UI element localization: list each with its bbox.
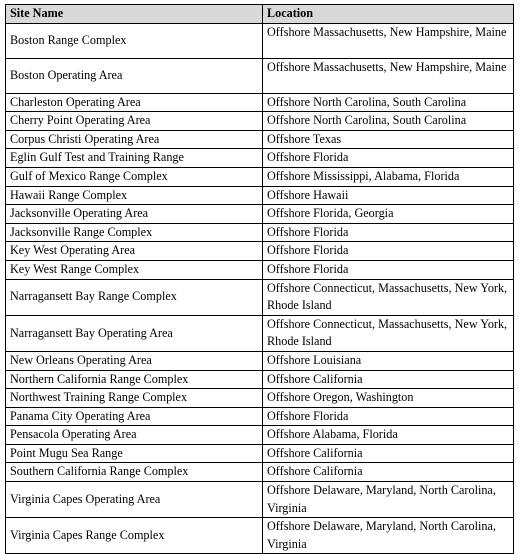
location-cell: Offshore Texas bbox=[263, 130, 514, 149]
table-row bbox=[6, 351, 514, 370]
table-row bbox=[6, 23, 514, 58]
table-row bbox=[6, 315, 514, 351]
table-row bbox=[6, 167, 514, 186]
site-name-cell: Key West Range Complex bbox=[6, 260, 263, 279]
site-name-cell: Cherry Point Operating Area bbox=[6, 112, 263, 131]
table-row bbox=[6, 463, 514, 482]
table-row bbox=[6, 112, 514, 131]
location-cell: Offshore Connecticut, Massachusetts, New York, Rhode Island bbox=[263, 315, 514, 351]
site-name-cell: New Orleans Operating Area bbox=[6, 351, 263, 370]
table-row bbox=[6, 149, 514, 168]
table-row bbox=[6, 130, 514, 149]
table-row bbox=[6, 407, 514, 426]
site-name-cell: Jacksonville Operating Area bbox=[6, 205, 263, 224]
site-name-cell: Panama City Operating Area bbox=[6, 407, 263, 426]
location-cell: Offshore Mississippi, Alabama, Florida bbox=[263, 167, 514, 186]
location-cell: Offshore Florida bbox=[263, 260, 514, 279]
location-cell: Offshore Delaware, Maryland, North Carolina, Virginia bbox=[263, 518, 514, 554]
location-cell: Offshore Hawaii bbox=[263, 186, 514, 205]
site-name-cell: Charleston Operating Area bbox=[6, 93, 263, 112]
header-site-name: Site Name bbox=[6, 5, 263, 24]
location-cell: Offshore Massachusetts, New Hampshire, Maine bbox=[263, 58, 514, 93]
site-name-cell: Narragansett Bay Operating Area bbox=[6, 315, 263, 351]
location-cell: Offshore Massachusetts, New Hampshire, Maine bbox=[263, 23, 514, 58]
table-row bbox=[6, 58, 514, 93]
site-name-cell: Eglin Gulf Test and Training Range bbox=[6, 149, 263, 168]
site-name-cell: Key West Operating Area bbox=[6, 242, 263, 261]
location-cell: Offshore California bbox=[263, 444, 514, 463]
site-name-cell: Virginia Capes Range Complex bbox=[6, 518, 263, 554]
table-row bbox=[6, 242, 514, 261]
location-cell: Offshore Louisiana bbox=[263, 351, 514, 370]
table-row bbox=[6, 482, 514, 518]
location-cell: Offshore Delaware, Maryland, North Carolina, Virginia bbox=[263, 482, 514, 518]
site-name-cell: Gulf of Mexico Range Complex bbox=[6, 167, 263, 186]
site-name-cell: Hawaii Range Complex bbox=[6, 186, 263, 205]
location-cell: Offshore California bbox=[263, 370, 514, 389]
site-name-cell: Narragansett Bay Range Complex bbox=[6, 279, 263, 315]
site-name-cell: Northwest Training Range Complex bbox=[6, 389, 263, 408]
location-cell: Offshore North Carolina, South Carolina bbox=[263, 112, 514, 131]
site-location-table bbox=[5, 4, 514, 554]
table-row bbox=[6, 186, 514, 205]
site-name-cell: Jacksonville Range Complex bbox=[6, 223, 263, 242]
table-header-row bbox=[6, 5, 514, 24]
table-row bbox=[6, 426, 514, 445]
table-row bbox=[6, 260, 514, 279]
header-location: Location bbox=[263, 5, 514, 24]
site-name-cell: Corpus Christi Operating Area bbox=[6, 130, 263, 149]
location-cell: Offshore Connecticut, Massachusetts, New York, Rhode Island bbox=[263, 279, 514, 315]
table-row bbox=[6, 93, 514, 112]
site-name-cell: Southern California Range Complex bbox=[6, 463, 263, 482]
table-row bbox=[6, 518, 514, 554]
location-cell: Offshore Florida bbox=[263, 407, 514, 426]
table-row bbox=[6, 279, 514, 315]
location-cell: Offshore Oregon, Washington bbox=[263, 389, 514, 408]
table-row bbox=[6, 205, 514, 224]
location-cell: Offshore Florida bbox=[263, 242, 514, 261]
site-name-cell: Northern California Range Complex bbox=[6, 370, 263, 389]
location-cell: Offshore North Carolina, South Carolina bbox=[263, 93, 514, 112]
location-cell: Offshore Florida, Georgia bbox=[263, 205, 514, 224]
site-name-cell: Point Mugu Sea Range bbox=[6, 444, 263, 463]
table-row bbox=[6, 444, 514, 463]
location-cell: Offshore California bbox=[263, 463, 514, 482]
location-cell: Offshore Florida bbox=[263, 223, 514, 242]
site-name-cell: Boston Range Complex bbox=[6, 23, 263, 58]
site-name-cell: Virginia Capes Operating Area bbox=[6, 482, 263, 518]
location-cell: Offshore Alabama, Florida bbox=[263, 426, 514, 445]
table-row bbox=[6, 370, 514, 389]
location-cell: Offshore Florida bbox=[263, 149, 514, 168]
site-name-cell: Boston Operating Area bbox=[6, 58, 263, 93]
table-row bbox=[6, 223, 514, 242]
table-row bbox=[6, 389, 514, 408]
site-name-cell: Pensacola Operating Area bbox=[6, 426, 263, 445]
